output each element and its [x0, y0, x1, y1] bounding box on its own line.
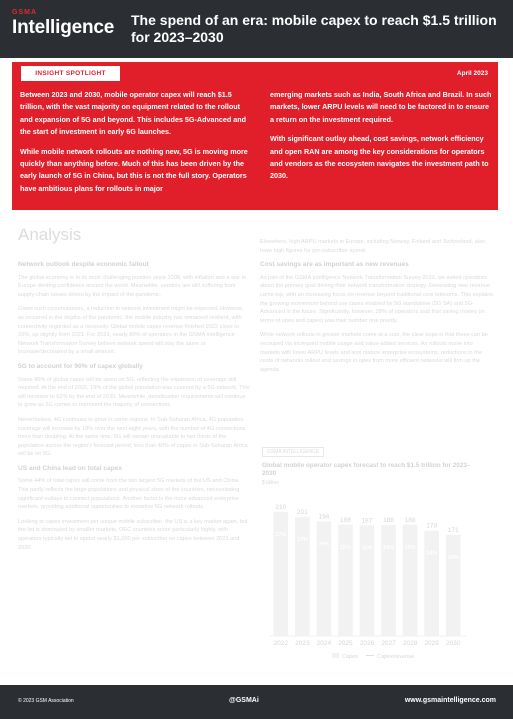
x-tick-label: 2029 — [424, 640, 439, 647]
analysis-preview — [0, 210, 513, 685]
spotlight-paragraph: With significant outlay ahead, cost savings, network efficiency and open RAN are among the key considerations for operators and vendors as the ecosystem navigates the investment path to 2030. — [270, 134, 489, 181]
bar-value-label: 188 — [340, 516, 351, 524]
capex-revenue-label: 15% — [404, 544, 416, 551]
insight-spotlight-box — [12, 62, 498, 210]
capex-revenue-label: 15% — [361, 545, 373, 552]
analysis-right-column — [260, 238, 494, 380]
bar-value-label: 178 — [426, 522, 438, 530]
publication-date: April 2023 — [456, 70, 488, 77]
spotlight-paragraph: emerging markets such as India, South Africa and Brazil. In such markets, lower ARPU levels will need to be factored in to ensure a return on the investment required. — [270, 90, 492, 124]
capex-bar — [446, 535, 461, 636]
bar-value-label: 201 — [296, 509, 308, 517]
chart-source-label: GSMA INTELLIGENCE — [262, 447, 324, 457]
body-paragraph: As part of the GSMA Intelligence Network Transformation Survey 2022, we asked operators about the primary goal driving their network transformation strategy. Generating new revenue came top, with an increasing focus on revenue beyond traditional core telecoms. This explains the growing momentum behind use cases enabled by 5G standalone (5G SA) and 5G-Advanced in the future. Significantly, however, 28% of operators said that saving money (in terms of opex and capex) was their number one priority. — [260, 274, 494, 324]
bar-value-label: 171 — [447, 526, 459, 534]
capex-chart — [262, 440, 472, 665]
bar-value-label: 194 — [318, 513, 330, 521]
body-paragraph: Nevertheless, 4G continues to grow in some regions. In Sub-Saharan Africa, 4G population coverage will increase by 18% over the next eight years, with the number of 4G connections more than doubling. At the same time, 5G will remain unavailable to two thirds of the population across the region's forecast period; less than 40% of capex in Sub-Saharan Africa will be on 5G. — [18, 416, 248, 458]
section-heading: 5G to account for 90% of capex globally — [18, 362, 143, 370]
capex-revenue-label: 17% — [275, 531, 287, 538]
capex-bar-chart — [262, 486, 472, 666]
body-paragraph: Given such circumstances, a reduction in network investment might be expected. However, as occurred in the depths of the pandemic, the mobile industry has remained resilient, with connectivity regarded as a necessity. Global mobile capex revenue finished 2022 close to 20%, up slightly from 2021. For 2023, nearly 80% of operators in the GSMA Intelligence Network Transformation Survey believe network spend will stay the same or increase/decreased by a small amount. — [18, 306, 244, 356]
chart-title: Global mobile operator capex forecast to reach $1.5 trillion for 2023–2030 — [262, 462, 471, 477]
bar-value-label: 188 — [383, 516, 394, 524]
insight-spotlight-badge: INSIGHT SPOTLIGHT — [21, 66, 120, 81]
x-tick-label: 2024 — [316, 640, 332, 647]
analysis-heading: Analysis — [18, 225, 82, 244]
capex-bar — [403, 525, 418, 636]
section-heading: Network outlook despite economic fallout — [18, 261, 149, 268]
section-heading: US and China lead on total capex — [18, 464, 123, 472]
legend-capex-label: Capex — [342, 654, 358, 660]
bar-value-label: 188 — [404, 516, 416, 524]
website-link[interactable]: www.gsmaintelligence.com — [404, 697, 496, 704]
x-tick-label: 2025 — [338, 640, 353, 647]
capex-bar — [295, 517, 310, 636]
analysis-left-column — [18, 255, 250, 558]
capex-revenue-label: 15% — [339, 544, 351, 551]
capex-revenue-label: 15% — [383, 544, 395, 551]
body-paragraph: Some 44% of total capex will come from the two largest 5G markets of the US and China. This partly reflects the large populations and physical sizes of the countries, necessitating significant outlays to connect populations. Another factor is the more advanced enterprise markets, providing additional opportunities to monetise 5G network rollouts. — [18, 478, 240, 511]
capex-bar — [360, 525, 375, 636]
page-title: The spend of an era: mobile capex to reach $1.5 trillion for 2023–2030 — [131, 12, 497, 45]
chart-unit: $ billion — [262, 480, 279, 486]
body-paragraph: The global economy is in its most challenging position since 2008, with inflation and a war in Europe denting confidence around the world. Meanwhile, vendors are still suffering from supply-chain issues driven by the impact of the pandemic. — [18, 274, 246, 298]
bar-value-label: 210 — [275, 503, 287, 511]
body-paragraph: Elsewhere, high ARPU markets in Europe, including Norway, Finland and Switzerland, also have high figures for per-subscriber spend. — [260, 239, 486, 254]
capex-bar — [381, 525, 396, 636]
x-tick-label: 2022 — [273, 640, 289, 647]
capex-bar — [317, 521, 332, 636]
body-paragraph: While network rollouts in greater markets come at a cost, the clear hope is that these can be recouped via increased mobile usage and value-added services. As rollouts move into markets with lower ARPU levels and less mature enterprise ecosystems, reductions in the costs of networks rollout and savings in opex from more efficient networks will firm up the agenda. — [260, 332, 488, 373]
spotlight-paragraph: While mobile network rollouts are nothing new, 5G is moving more quickly than anything before. Much of this has been driven by the early launch of 5G in China, but this is not the full story. Operators have ambitious plans for rollouts in major — [20, 146, 248, 193]
x-tick-label: 2027 — [381, 640, 396, 647]
legend-ratio-label: Capex/revenue — [377, 654, 415, 660]
x-tick-label: 2028 — [402, 640, 418, 647]
body-paragraph: Looking at capex investment per unique mobile subscriber, the US is a key market again, but the list is dominated by smaller markets. OEC countries score particularly highly, with operators typically set to spend nearly $1,000 per subscriber on capex between 2023 and 2030. — [18, 518, 248, 551]
x-tick-label: 2026 — [359, 640, 375, 647]
capex-revenue-label: 14% — [447, 554, 459, 561]
body-paragraph: Some 90% of global capex will be spent on 5G, reflecting the expansion of coverage still required. At the end of 2022, 19% of the global population was covered by a 5G network. This will increase to 62% by the end of 2030. Meanwhile, densification requirements will continue to grow as 5G comes to represent the majority of connections. — [18, 376, 250, 409]
section-heading: Cost savings are as important as new revenues — [260, 261, 409, 269]
spotlight-left-column — [20, 89, 250, 202]
header — [0, 0, 513, 58]
gsma-intelligence-logo — [12, 9, 114, 39]
capex-bar — [338, 525, 353, 636]
bar-value-label: 187 — [361, 517, 373, 525]
brand-small: GSMA — [12, 9, 37, 16]
capex-revenue-label: 17% — [296, 537, 308, 544]
legend-capex-swatch — [332, 653, 339, 658]
capex-revenue-label: 14% — [426, 550, 438, 557]
x-tick-label: 2030 — [445, 640, 461, 647]
spotlight-right-column — [270, 89, 492, 190]
footer — [0, 685, 513, 719]
spotlight-paragraph: Between 2023 and 2030, mobile operator capex will reach $1.5 trillion, with the vast majority on equipment related to the rollout and expansion of 5G and beyond. This includes 5G-Advanced and the start of investment in early 6G launches. — [20, 90, 247, 137]
brand-big: Intelligence — [12, 17, 115, 38]
copyright: © 2023 GSM Association — [18, 698, 74, 704]
social-handle-link[interactable]: @GSMAi — [229, 697, 259, 704]
capex-bar — [273, 512, 288, 636]
x-tick-label: 2023 — [295, 640, 310, 647]
capex-bar — [424, 531, 439, 636]
capex-revenue-label: 16% — [318, 541, 330, 548]
